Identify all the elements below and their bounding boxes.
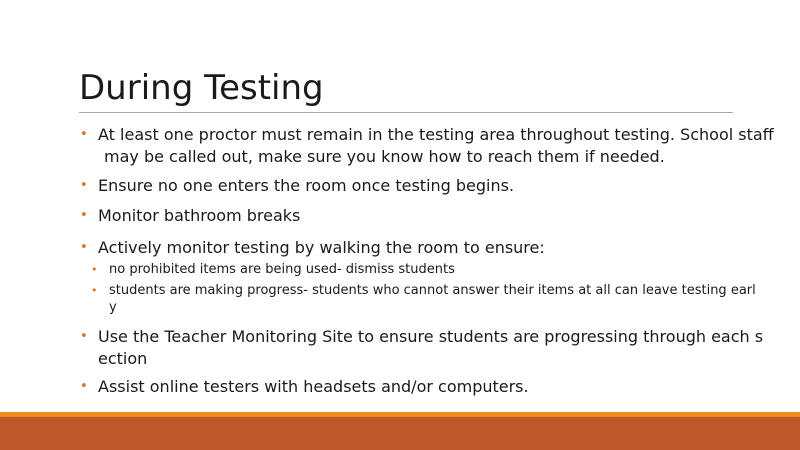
bullet-text: Actively monitor testing by walking the room to ensure: — [98, 238, 545, 257]
bullet-text: Ensure no one enters the room once testing begins. — [98, 176, 515, 195]
sub-bullet-text-line: students are making progress- students who cannot answer their items at all can leave testing earl — [109, 283, 756, 298]
bullet-text: Monitor bathroom breaks — [98, 206, 301, 225]
bullet-icon: • — [80, 178, 88, 193]
bullet-icon: • — [80, 379, 88, 394]
sub-bullet-text: no prohibited items are being used- dismiss students — [109, 262, 455, 277]
slide-title: During Testing — [79, 68, 324, 108]
bullet-text-line: ection — [98, 349, 148, 368]
sub-bullet-text-line: y — [109, 300, 117, 315]
bullet-icon: • — [80, 329, 88, 344]
bullet-icon: • — [80, 208, 88, 223]
bullet-icon: • — [80, 240, 88, 255]
bullet-text-line: At least one proctor must remain in the testing area throughout testing. School staff — [98, 125, 774, 144]
bullet-text — [98, 124, 788, 168]
bullet-text — [98, 326, 788, 370]
bullet-text-line: may be called out, make sure you know how to reach them if needed. — [104, 147, 665, 166]
bullet-text-line: Use the Teacher Monitoring Site to ensure students are progressing through each s — [98, 327, 764, 346]
title-underline — [79, 112, 733, 113]
sub-bullet-text — [109, 282, 799, 316]
bullet-icon: • — [91, 284, 98, 297]
bullet-icon: • — [91, 263, 98, 276]
bullet-icon: • — [80, 127, 88, 142]
bullet-text: Assist online testers with headsets and/or computers. — [98, 377, 529, 396]
footer-band — [0, 417, 800, 450]
